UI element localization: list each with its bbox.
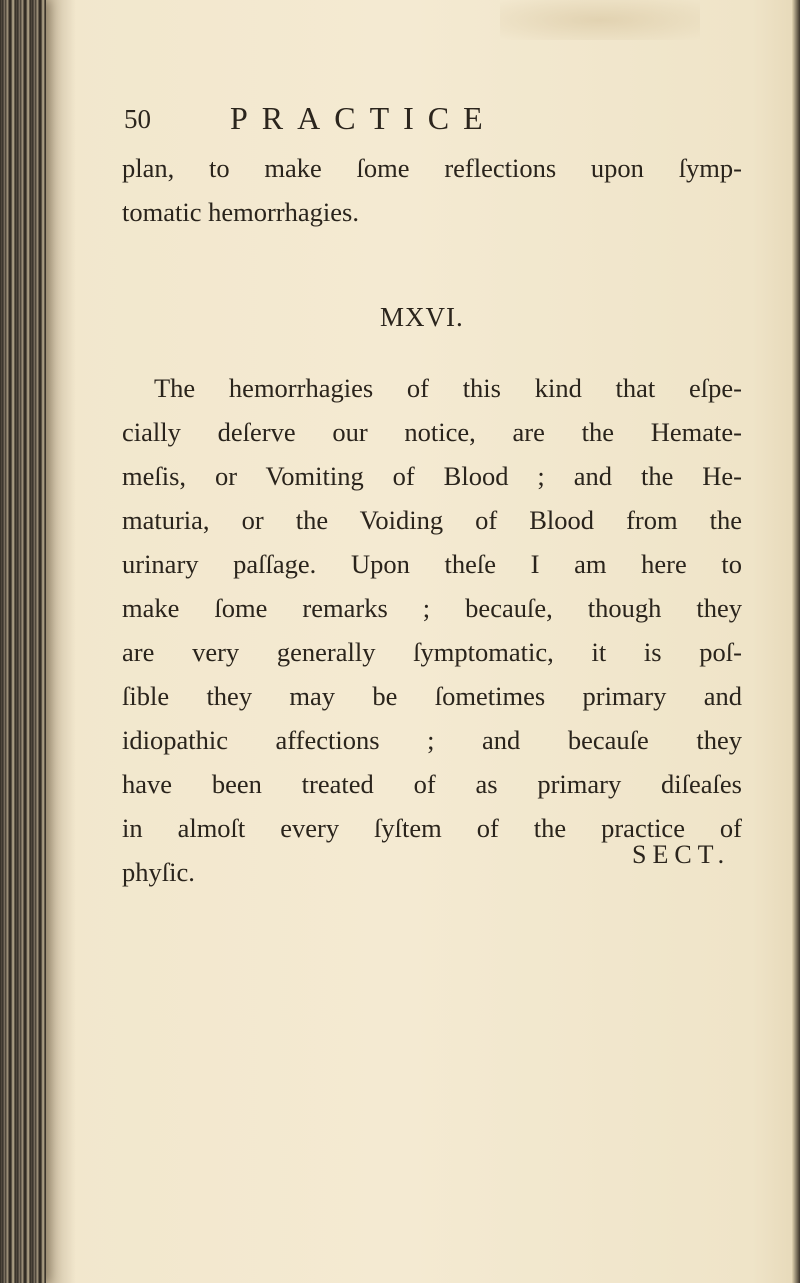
text-line: are very generally ſymptomatic, it is poſ- — [122, 637, 742, 667]
gutter-shadow — [46, 0, 76, 1283]
text-line: have been treated of as primary diſeaſes — [122, 769, 742, 799]
text-line: maturia, or the Voiding of Blood from the — [122, 505, 742, 535]
text-line: meſis, or Vomiting of Blood ; and the He- — [122, 461, 742, 491]
text-line: plan, to make ſome reflections upon ſymp- — [122, 153, 742, 183]
text-line: ſible they may be ſometimes primary and — [122, 681, 742, 711]
text-line: tomatic hemorrhagies. — [122, 197, 359, 227]
text-line: cially deſerve our notice, are the Hemate- — [122, 417, 742, 447]
page-edge — [792, 0, 800, 1283]
text-line: The hemorrhagies of this kind that eſpe- — [154, 373, 742, 403]
text-line: in almoſt every ſyſtem of the practice of — [122, 813, 742, 843]
text-line: urinary paſſage. Upon theſe I am here to — [122, 549, 742, 579]
paper-stain — [500, 0, 700, 40]
text-line: make ſome remarks ; becauſe, though they — [122, 593, 742, 623]
section-paragraph — [122, 366, 742, 894]
section-heading: MXVI. — [380, 302, 464, 332]
text-line: idiopathic affections ; and becauſe they — [122, 725, 742, 755]
catchword: SECT. — [632, 840, 731, 869]
book-binding — [0, 0, 46, 1283]
page-number: 50 — [124, 104, 151, 134]
running-title: PRACTICE — [230, 100, 497, 136]
continuation-text — [122, 146, 742, 234]
text-line: phyſic. — [122, 857, 195, 887]
